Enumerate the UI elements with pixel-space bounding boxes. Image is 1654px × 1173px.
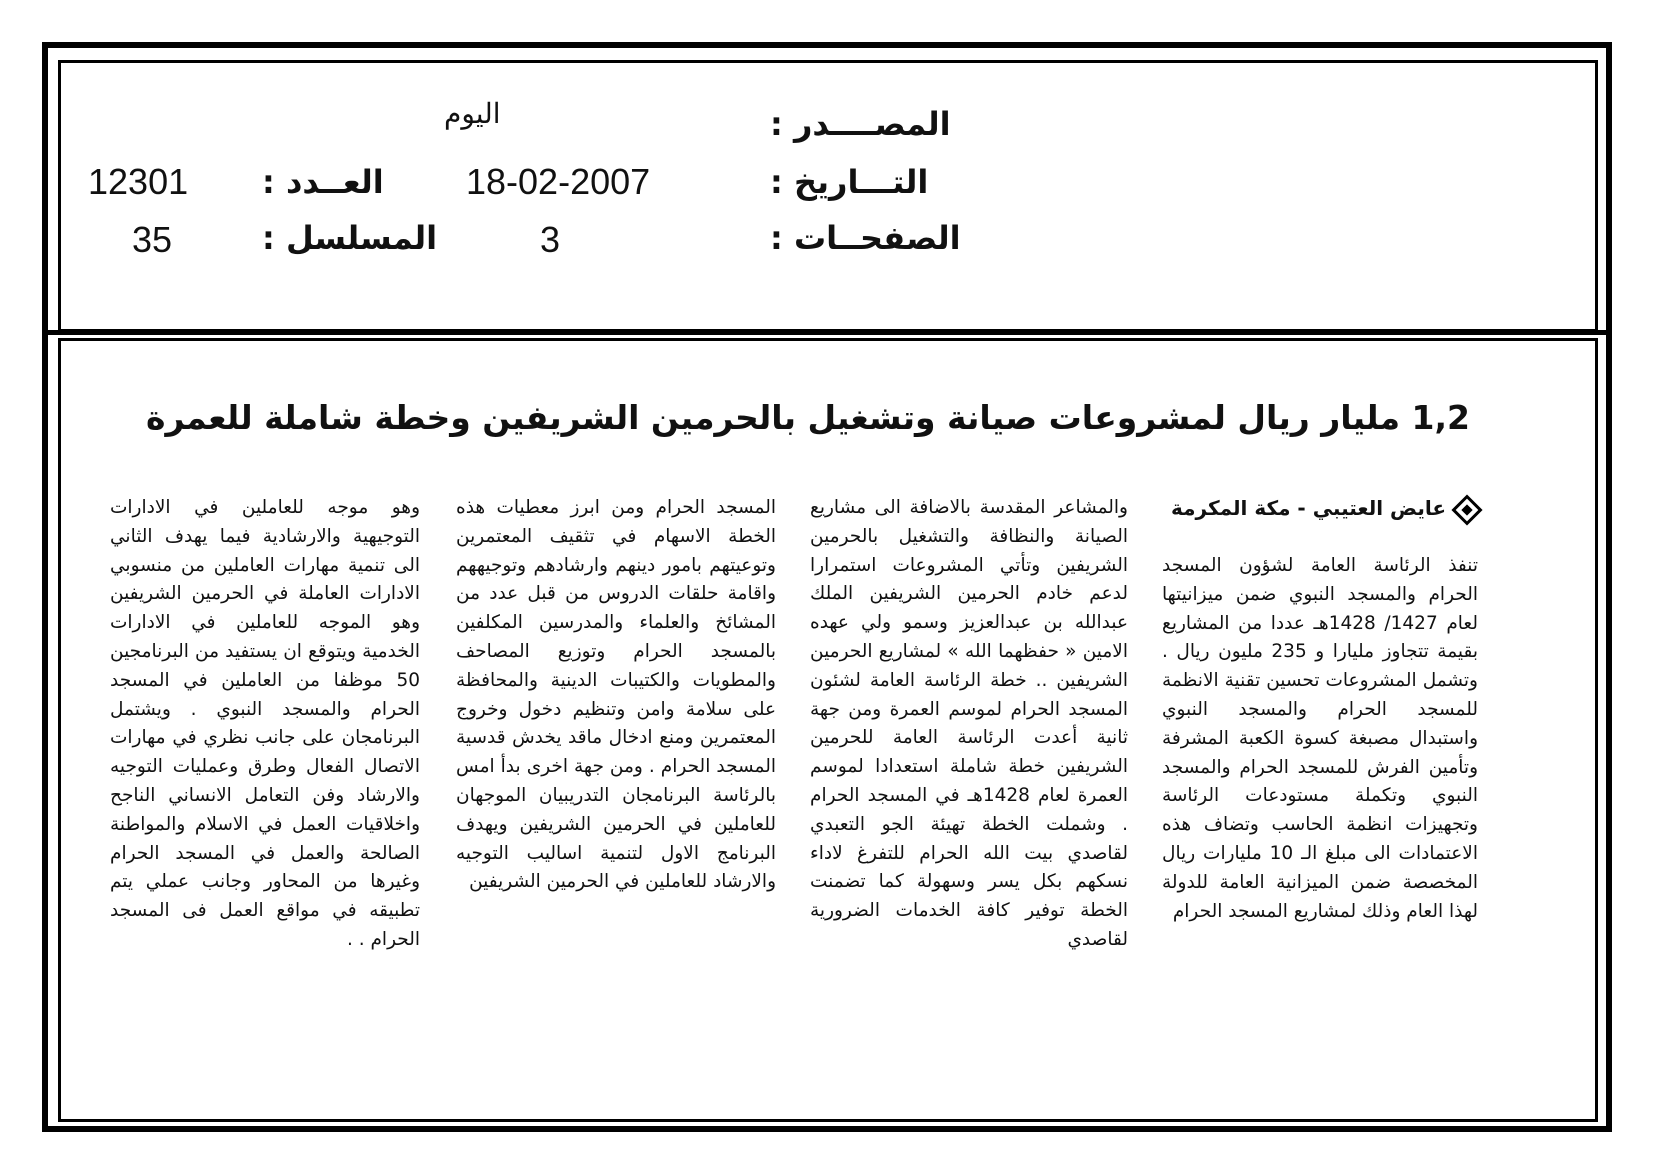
- serial-value: 35: [132, 219, 173, 260]
- byline-text: عايض العتيبي - مكة المكرمة: [1171, 496, 1446, 520]
- issue-label: العــدد :: [262, 163, 384, 201]
- article-column-2: والمشاعر المقدسة بالاضافة الى مشاريع الصيانة والنظافة والتشغيل بالحرمين الشريفين وتأتي المشروعات استمرارا لدعم خادم الحرمين الشريفين الملك عبدالله بن عبدالعزيز وسمو ولي عهده الامين « حفظهما الله » لمشاريع الحرمين الشريفين .. خطة الرئاسة العامة لشئون المسجد الحرام لموسم العمرة ومن جهة ثانية أعدت الرئاسة العامة للحرمين الشريفين خطة شاملة استعدادا لموسم العمرة لعام 1428هـ في المسجد الحرام . وشملت الخطة تهيئة الجو التعبدي لقاصدي بيت الله الحرام للتفرغ لاداء نسكهم بكل يسر وسهولة كما تضمنت الخطة توفير كافة الخدمات الضرورية لقاصدي: [810, 497, 1128, 950]
- source-label: المصــــدر :: [770, 105, 951, 143]
- issue-value: 12301: [88, 161, 189, 202]
- serial-label: المسلسل :: [262, 219, 438, 257]
- article-headline: 1,2 مليار ريال لمشروعات صيانة وتشغيل بالحرمين الشريفين وخطة شاملة للعمرة: [146, 398, 1470, 437]
- source-value: اليوم: [444, 98, 501, 129]
- article-column-1: تنفذ الرئاسة العامة لشؤون المسجد الحرام والمسجد النبوي ضمن ميزانيتها لعام 1427/ 1428هـ عددا من المشاريع بقيمة تتجاوز مليارا و 235 مليون ريال . وتشمل المشروعات تحسين تقنية الانظمة للمسجد الحرام والمسجد النبوي واستبدال مصبغة كسوة الكعبة المشرفة وتأمين الفرش للمسجد الحرام والمسجد النبوي وتكملة مستودعات الرئاسة وتجهيزات انظمة الحاسب وتضاف هذه الاعتمادات الى مبلغ الـ 10 مليارات ريال المخصصة ضمن الميزانية العامة للدولة لهذا العام وذلك لمشاريع المسجد الحرام: [1162, 555, 1478, 922]
- pages-label: الصفحــات :: [770, 219, 961, 257]
- article-column-4: وهو موجه للعاملين في الادارات التوجيهية والارشادية فيما يهدف الثاني الى تنمية مهارات العاملين من منسوبي الادارات العاملة في الحرمين الشريفين وهو الموجه للعاملين في الادارات الخدمية ويتوقع ان يستفيد من البرنامجين 50 موظفا من العاملين في المسجد الحرام والمسجد النبوي . ويشتمل البرنامجان على جانب نظري في مهارات الاتصال الفعال وطرق وعمليات التوجيه والارشاد وفن التعامل الانساني الناجح واخلاقيات العمل في الاسلام والمواطنة الصالحة والعمل في المسجد الحرام وغيرها من المحاور وجانب عملي يتم تطبيقه في مواقع العمل فى المسجد الحرام . .: [110, 497, 420, 950]
- date-value: 18-02-2007: [466, 161, 651, 202]
- article-column-3: المسجد الحرام ومن ابرز معطيات هذه الخطة الاسهام في تثقيف المعتمرين وتوعيتهم بامور دينهم وارشادهم وتوجيههم واقامة حلقات الدروس من قبل عدد من المشائخ والعلماء والمدرسين المكلفين بالمسجد الحرام وتوزيع المصاحف والمطويات والكتيبات الدينية والمحافظة على سلامة وامن وتنظيم دخول وخروج المعتمرين ومنع ادخال ماقد يخدش قدسية المسجد الحرام . ومن جهة اخرى بدأ امس بالرئاسة البرنامجان التدريبيان الموجهان للعاملين في الحرمين الشريفين ويهدف البرنامج الاول لتنمية اساليب التوجيه والارشاد للعاملين في الحرمين الشريفين: [456, 497, 776, 893]
- article-byline: [1171, 496, 1478, 521]
- date-label: التـــاريخ :: [770, 163, 929, 201]
- pages-value: 3: [540, 219, 561, 260]
- header-separator: [42, 330, 1612, 335]
- diamond-bullet-icon: [1451, 494, 1482, 525]
